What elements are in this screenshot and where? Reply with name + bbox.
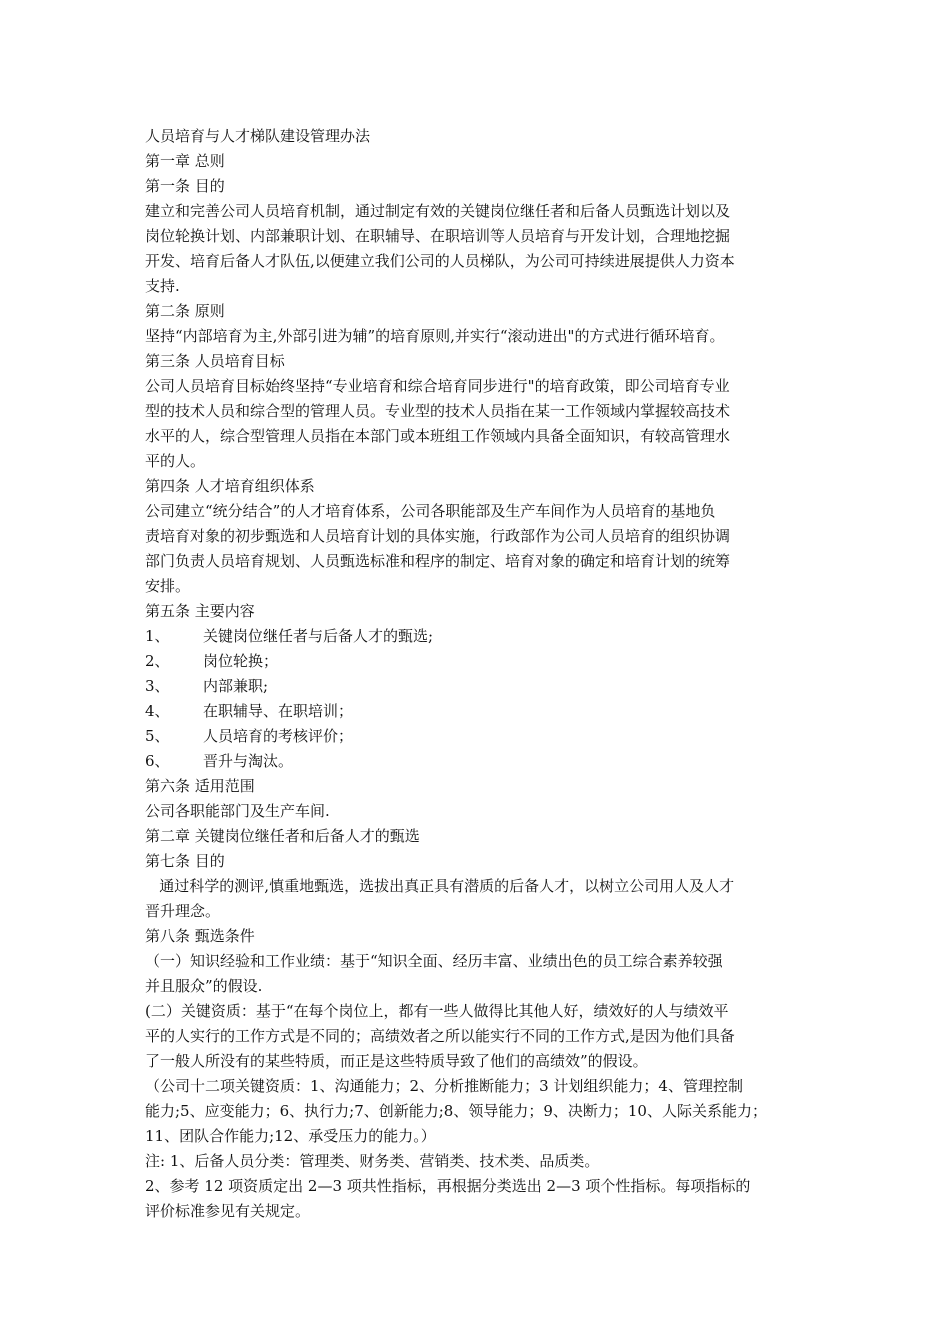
- paragraph-line: 责培育对象的初步甄选和人员培育计划的具体实施，行政部作为公司人员培育的组织协调: [145, 527, 731, 545]
- article-heading: 第三条 人员培育目标: [145, 352, 285, 370]
- chapter-heading: 第二章 关键岗位继任者和后备人才的甄选: [145, 827, 420, 845]
- list-item-text: 岗位轮换；: [203, 652, 279, 670]
- list-item: [145, 749, 815, 774]
- paragraph-line: 公司各职能部门及生产车间.: [145, 802, 330, 820]
- list-item-number: 2、: [145, 652, 170, 670]
- paragraph-line: 坚持“内部培育为主,外部引进为辅”的培育原则,并实行“滚动进出"的方式进行循环培育。: [145, 327, 725, 345]
- paragraph-line: 晋升理念。: [145, 902, 221, 920]
- list-item-number: 1、: [145, 627, 170, 645]
- paragraph-line: 11、团队合作能力;12、承受压力的能力。）: [145, 1127, 436, 1145]
- paragraph-line: 水平的人，综合型管理人员指在本部门或本班组工作领域内具备全面知识，有较高管理水: [145, 427, 731, 445]
- paragraph-line: 平的人。: [145, 452, 206, 470]
- article-heading: 第四条 人才培育组织体系: [145, 477, 315, 495]
- list-item-text: 晋升与淘汰。: [203, 752, 294, 770]
- paragraph-line: 并且服众”的假设.: [145, 977, 263, 995]
- chapter-heading: 第一章 总则: [145, 152, 225, 170]
- document-title: 人员培育与人才梯队建设管理办法: [145, 127, 371, 145]
- paragraph-line: 评价标准参见有关规定。: [145, 1202, 311, 1220]
- paragraph-line: 了一般人所没有的某些特质，而正是这些特质导致了他们的高绩效”的假设。: [145, 1052, 648, 1070]
- paragraph-line: 开发、培育后备人才队伍,以便建立我们公司的人员梯队，为公司可持续进展提供人力资本: [145, 252, 735, 270]
- paragraph-line: 公司建立“统分结合”的人才培育体系，公司各职能部及生产车间作为人员培育的基地负: [145, 502, 716, 520]
- paragraph-line: （公司十二项关键资质：1、沟通能力；2、分析推断能力；3 计划组织能力；4、管理控制: [145, 1077, 743, 1095]
- article-heading: 第七条 目的: [145, 852, 225, 870]
- paragraph-line: 安排。: [145, 577, 191, 595]
- paragraph-line: 岗位轮换计划、内部兼职计划、在职辅导、在职培训等人员培育与开发计划，合理地挖掘: [145, 227, 731, 245]
- list-item-number: 5、: [145, 727, 170, 745]
- list-item: [145, 699, 815, 724]
- paragraph-line: 2、参考 12 项资质定出 2—3 项共性指标，再根据分类选出 2—3 项个性指标。每项指标的: [145, 1177, 751, 1195]
- list-item-text: 人员培育的考核评价；: [203, 727, 354, 745]
- list-item: [145, 649, 815, 674]
- list-item-number: 6、: [145, 752, 170, 770]
- paragraph-line: 型的技术人员和综合型的管理人员。专业型的技术人员指在某一工作领域内掌握较高技术: [145, 402, 731, 420]
- list-item-number: 4、: [145, 702, 170, 720]
- paragraph-line: （一）知识经验和工作业绩：基于“知识全面、经历丰富、业绩出色的员工综合素养较强: [145, 952, 723, 970]
- list-item-text: 关键岗位继任者与后备人才的甄选;: [203, 627, 434, 645]
- paragraph-line: 通过科学的测评,慎重地甄选，选拔出真正具有潜质的后备人才，以树立公司用人及人才: [145, 877, 735, 895]
- paragraph-line: 公司人员培育目标始终坚持“专业培育和综合培育同步进行"的培育政策，即公司培育专业: [145, 377, 730, 395]
- article-heading: 第一条 目的: [145, 177, 225, 195]
- document-body: [145, 124, 815, 1224]
- list-item: [145, 674, 815, 699]
- paragraph-line: 注: 1、后备人员分类：管理类、财务类、营销类、技术类、品质类。: [145, 1152, 600, 1170]
- list-item-text: 在职辅导、在职培训；: [203, 702, 354, 720]
- article-heading: 第五条 主要内容: [145, 602, 255, 620]
- list-item-text: 内部兼职;: [203, 677, 269, 695]
- paragraph-line: (二）关键资质：基于“在每个岗位上，都有一些人做得比其他人好，绩效好的人与绩效平: [145, 1002, 729, 1020]
- article-heading: 第八条 甄选条件: [145, 927, 255, 945]
- article-heading: 第二条 原则: [145, 302, 225, 320]
- paragraph-line: 建立和完善公司人员培育机制，通过制定有效的关键岗位继任者和后备人员甄选计划以及: [145, 202, 731, 220]
- paragraph-line: 部门负责人员培育规划、人员甄选标准和程序的制定、培育对象的确定和培育计划的统筹: [145, 552, 731, 570]
- article-heading: 第六条 适用范围: [145, 777, 255, 795]
- paragraph-line: 能力;5、应变能力；6、执行力;7、创新能力;8、领导能力；9、决断力；10、人际关系能力；: [145, 1102, 767, 1120]
- paragraph-line: 支持.: [145, 277, 180, 295]
- list-item-number: 3、: [145, 677, 170, 695]
- paragraph-line: 平的人实行的工作方式是不同的；高绩效者之所以能实行不同的工作方式,是因为他们具备: [145, 1027, 735, 1045]
- list-item: [145, 624, 815, 649]
- list-item: [145, 724, 815, 749]
